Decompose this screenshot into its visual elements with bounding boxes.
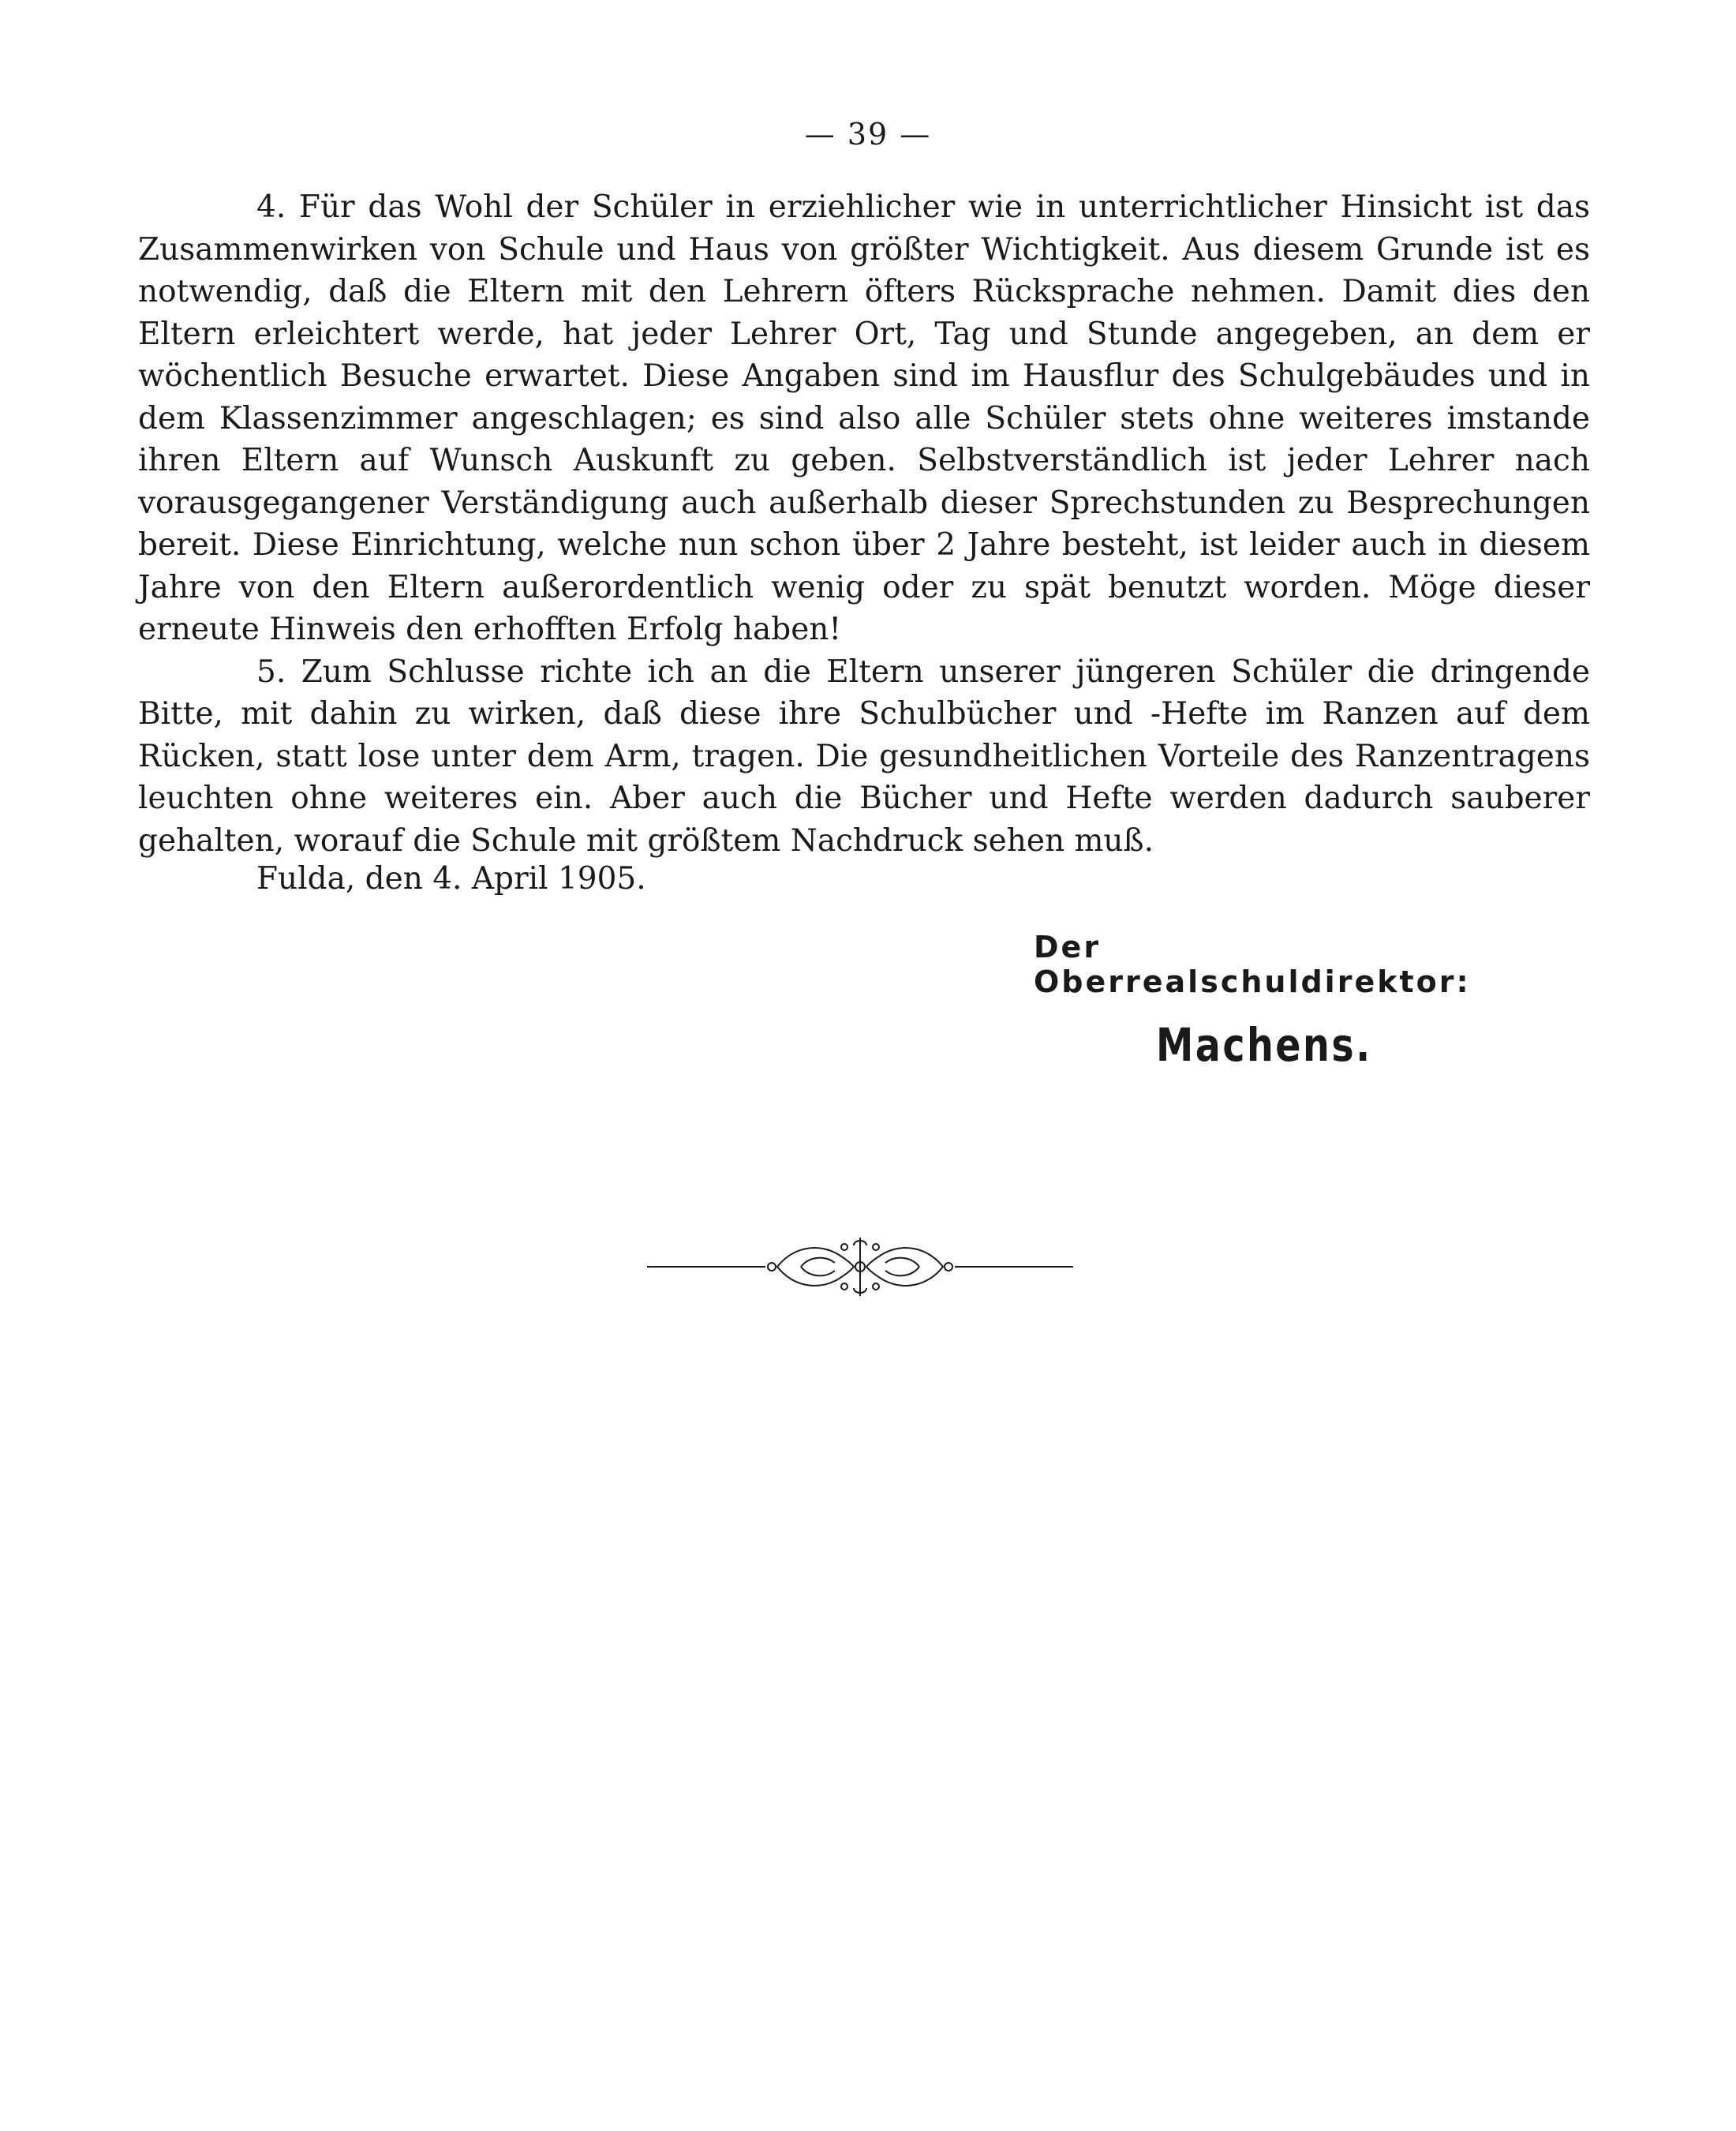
- paragraph-4: 4. Für das Wohl der Schüler in erziehlicher wie in unterrichtlicher Hinsicht ist das Zusammenwirken von Schule und Haus von größter Wichtigkeit. Aus diesem Grunde ist es notwendig, daß die Eltern mit den Lehrern öfters Rücksprache nehmen. Damit dies den Eltern erleichtert werde, hat jeder Lehrer Ort, Tag und Stunde angegeben, an dem er wöchentlich Besuche erwartet. Diese Angaben sind im Hausflur des Schulgebäudes und in dem Klassenzimmer angeschlagen; es sind also alle Schüler stets ohne weiteres imstande ihren Eltern auf Wunsch Auskunft zu geben. Selbstverständlich ist jeder Lehrer nach vorausgegangener Verständigung auch außerhalb dieser Sprechstunden zu Besprechungen bereit. Diese Einrichtung, welche nun schon über 2 Jahre besteht, ist leider auch in diesem Jahre von den Eltern außerordentlich wenig oder zu spät benutzt worden. Möge dieser erneute Hinweis den erhofften Erfolg haben!: [138, 189, 1590, 647]
- ornamental-divider-icon: [647, 1231, 1073, 1302]
- signature-title: Der Oberrealschuldirektor:: [1034, 930, 1471, 999]
- page-number: — 39 —: [804, 117, 932, 152]
- body-text: [138, 186, 1590, 862]
- place-date: Fulda, den 4. April 1905.: [256, 861, 646, 897]
- signature-name: Machens.: [1156, 1018, 1372, 1072]
- paragraph-5: 5. Zum Schlusse richte ich an die Eltern unserer jüngeren Schüler die dringende Bitte, mit dahin zu wirken, daß diese ihre Schulbücher und -Hefte im Ranzen auf dem Rücken, statt lose unter dem Arm, tragen. Die gesundheitlichen Vorteile des Ranzentragens leuchten ohne weiteres ein. Aber auch die Bücher und Hefte werden dadurch sauberer gehalten, worauf die Schule mit größtem Nachdruck sehen muß.: [138, 654, 1590, 859]
